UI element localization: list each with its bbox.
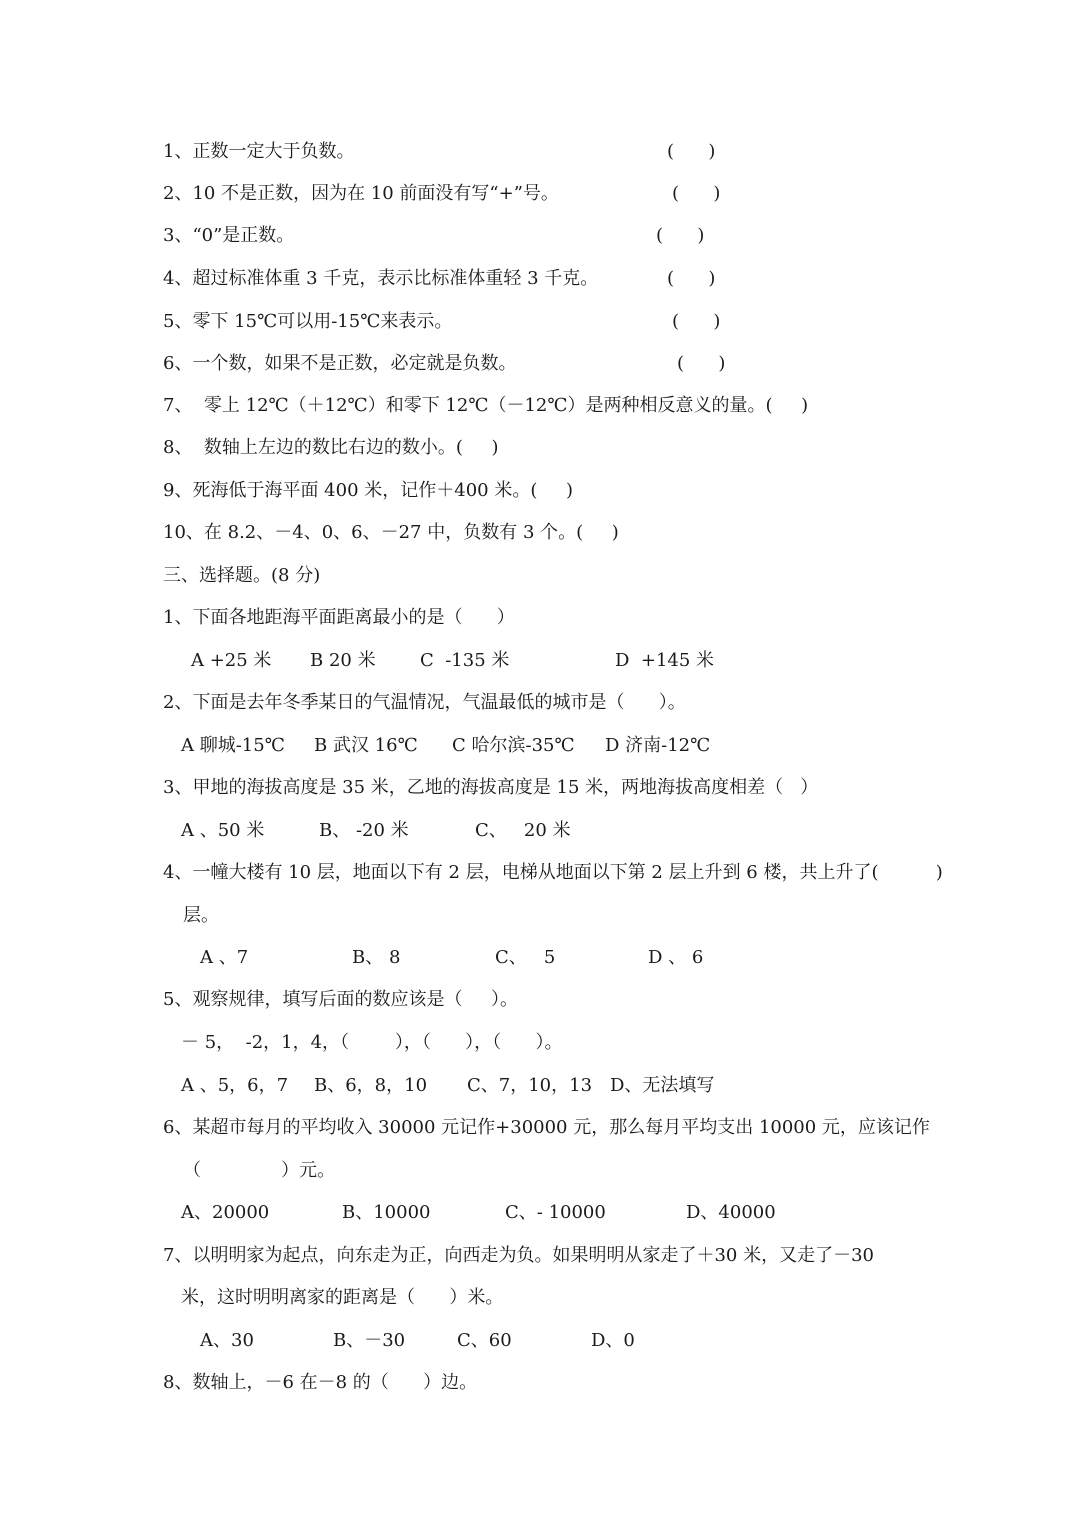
judgement-2: 2、10 不是正数，因为在 10 前面没有写“+”号。 — [163, 183, 559, 204]
choice-5-option-d: D、无法填写 — [610, 1075, 715, 1096]
choice-7-question-cont: 米，这时明明离家的距离是（ ）米。 — [181, 1287, 504, 1308]
choice-6-question-cont: （ ）元。 — [183, 1160, 336, 1181]
choice-4-option-c: C、 5 — [495, 947, 556, 968]
choice-2-option-d: D 济南-12℃ — [605, 735, 711, 756]
choice-4-question: 4、一幢大楼有 10 层，地面以下有 2 层，电梯从地面以下第 2 层上升到 6 楼，共上升了( ) — [163, 862, 943, 883]
choice-2-option-a: A 聊城-15℃ — [181, 735, 285, 756]
judgement-7: 7、 零上 12℃（＋12℃）和零下 12℃（－12℃）是两种相反意义的量。( ) — [163, 395, 809, 416]
judgement-3: 3、“0”是正数。 — [163, 225, 295, 246]
choice-7-option-c: C、60 — [457, 1330, 512, 1351]
judgement-3-blank: ( ) — [656, 225, 705, 246]
choice-7-option-a: A、30 — [200, 1330, 254, 1351]
choice-5-sequence: － 5， -2，1，4，（ ），（ ），（ ）。 — [181, 1032, 563, 1053]
choice-2-option-b: B 武汉 16℃ — [314, 735, 418, 756]
choice-2-option-c: C 哈尔滨-35℃ — [452, 735, 575, 756]
choice-3-option-b: B、 -20 米 — [319, 820, 409, 841]
judgement-2-blank: ( ) — [672, 183, 721, 204]
choice-1-option-d: D +145 米 — [615, 650, 715, 671]
choice-2-question: 2、下面是去年冬季某日的气温情况，气温最低的城市是（ ）。 — [163, 692, 686, 713]
choice-6-option-c: C、- 10000 — [505, 1202, 606, 1223]
choice-4-option-a: A 、7 — [200, 947, 249, 968]
choice-6-question: 6、某超市每月的平均收入 30000 元记作+30000 元，那么每月平均支出 10000 元，应该记作 — [163, 1117, 930, 1138]
choice-7-option-b: B、－30 — [333, 1330, 406, 1351]
choice-6-option-b: B、10000 — [342, 1202, 431, 1223]
choice-8-question: 8、数轴上，－6 在－8 的（ ）边。 — [163, 1372, 478, 1393]
judgement-5: 5、零下 15℃可以用-15℃来表示。 — [163, 311, 453, 332]
choice-5-option-c: C、7，10，13 — [467, 1075, 593, 1096]
judgement-9: 9、死海低于海平面 400 米，记作＋400 米。( ) — [163, 480, 573, 501]
judgement-8: 8、 数轴上左边的数比右边的数小。( ) — [163, 437, 499, 458]
choice-1-option-c: C -135 米 — [420, 650, 510, 671]
judgement-6: 6、一个数，如果不是正数，必定就是负数。 — [163, 353, 517, 374]
choice-5-option-b: B、6，8，10 — [314, 1075, 428, 1096]
choice-6-option-d: D、40000 — [686, 1202, 776, 1223]
judgement-4-blank: ( ) — [667, 268, 716, 289]
choice-3-option-a: A 、50 米 — [181, 820, 265, 841]
judgement-4: 4、超过标准体重 3 千克，表示比标准体重轻 3 千克。 — [163, 268, 599, 289]
choice-4-question-cont: 层。 — [183, 905, 219, 926]
choice-7-question: 7、以明明家为起点，向东走为正，向西走为负。如果明明从家走了＋30 米，又走了－30 — [163, 1245, 874, 1266]
choice-3-question: 3、甲地的海拔高度是 35 米，乙地的海拔高度是 15 米，两地海拔高度相差（ ） — [163, 777, 819, 798]
choice-6-option-a: A、20000 — [181, 1202, 270, 1223]
choice-1-option-a: A +25 米 — [191, 650, 272, 671]
choice-5-question: 5、观察规律，填写后面的数应该是（ ）。 — [163, 989, 519, 1010]
section-title: 三、选择题。(8 分) — [163, 565, 321, 586]
choice-4-option-d: D 、 6 — [648, 947, 704, 968]
judgement-1: 1、正数一定大于负数。 — [163, 141, 355, 162]
judgement-10: 10、在 8.2、－4、0、6、－27 中，负数有 3 个。( ) — [163, 522, 619, 543]
choice-1-question: 1、下面各地距海平面距离最小的是（ ） — [163, 607, 515, 628]
judgement-5-blank: ( ) — [672, 311, 721, 332]
judgement-1-blank: ( ) — [667, 141, 716, 162]
choice-7-option-d: D、0 — [591, 1330, 635, 1351]
choice-5-option-a: A 、5，6，7 — [181, 1075, 289, 1096]
choice-3-option-c: C、 20 米 — [475, 820, 571, 841]
judgement-6-blank: ( ) — [677, 353, 726, 374]
choice-1-option-b: B 20 米 — [310, 650, 376, 671]
choice-4-option-b: B、 8 — [352, 947, 401, 968]
